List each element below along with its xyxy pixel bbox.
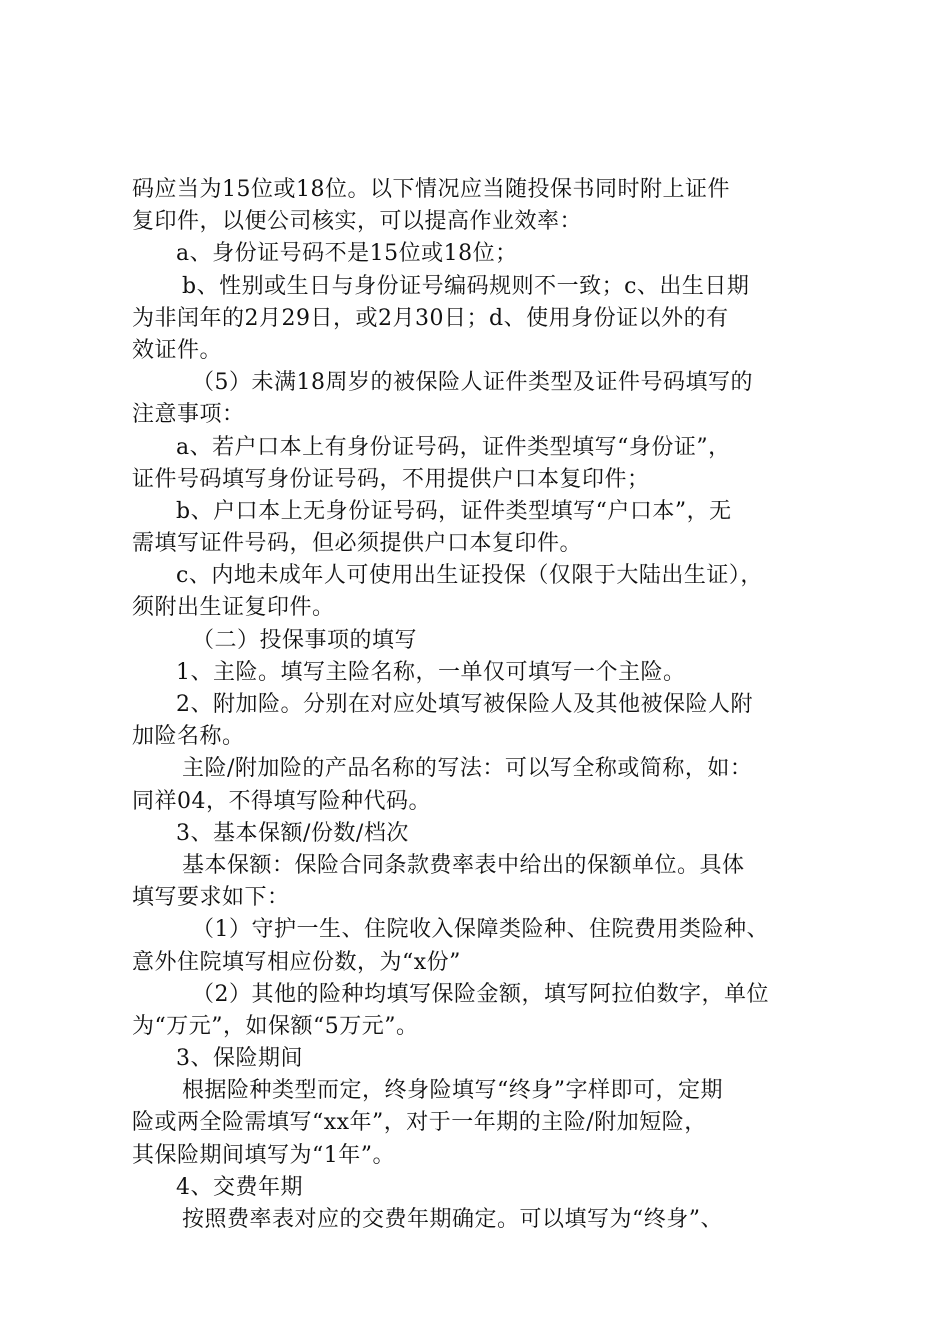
text-line: 码应当为15位或18位。以下情况应当随投保书同时附上证件 [132,177,730,202]
text-line: 证件号码填写身份证号码，不用提供户口本复印件； [132,466,650,492]
text-line: 3、基本保额/份数/档次 [176,820,409,846]
text-line: 2、附加险。分别在对应处填写被保险人及其他被保险人附 [176,692,753,717]
text-line: 意外住院填写相应份数，为“x份” [132,949,461,975]
text-line: 需填写证件号码，但必须提供户口本复印件。 [132,531,583,557]
text-line: 填写要求如下： [132,885,290,911]
text-line: 效证件。 [132,337,223,363]
text-line: 同祥04，不得填写险种代码。 [132,788,431,814]
text-line: 险或两全险需填写“xx年”，对于一年期的主险/附加短险， [132,1110,707,1136]
text-line: b、性别或生日与身份证号编码规则不一致；c、出生日期 [182,273,750,299]
text-line: 为非闰年的2月29日，或2月30日；d、使用身份证以外的有 [132,305,729,331]
text-line: 3、保险期间 [176,1046,303,1072]
text-line: （二）投保事项的填写 [192,627,418,653]
text-line: 基本保额：保险合同条款费率表中给出的保额单位。具体 [182,852,745,878]
text-line: 须附出生证复印件。 [132,595,335,621]
text-line: 主险/附加险的产品名称的写法：可以写全称或简称，如： [182,756,753,782]
text-line: （5）未满18周岁的被保险人证件类型及证件号码填写的 [192,370,753,396]
document-body [132,174,832,1236]
text-line: （2）其他的险种均填写保险金额，填写阿拉伯数字，单位 [192,981,769,1007]
text-line: a、若户口本上有身份证号码，证件类型填写“身份证”， [176,434,731,460]
text-line: 为“万元”，如保额“5万元”。 [132,1013,419,1039]
text-line: （1）守护一生、住院收入保障类险种、住院费用类险种、 [192,917,769,943]
text-line: 1、主险。填写主险名称，一单仅可填写一个主险。 [176,659,686,685]
text-line: 按照费率表对应的交费年期确定。可以填写为“终身”、 [182,1207,723,1232]
text-line: 加险名称。 [132,724,245,750]
text-line: c、内地未成年人可使用出生证投保（仅限于大陆出生证）， [176,563,763,589]
text-line: 复印件，以便公司核实，可以提高作业效率： [132,209,583,235]
text-line: 根据险种类型而定，终身险填写“终身”字样即可，定期 [182,1078,723,1104]
text-line: b、户口本上无身份证号码，证件类型填写“户口本”，无 [176,498,732,524]
text-line: 注意事项： [132,402,245,428]
text-line: a、身份证号码不是15位或18位； [176,241,518,267]
text-line: 其保险期间填写为“1年”。 [132,1142,395,1168]
text-line: 4、交费年期 [176,1174,303,1200]
